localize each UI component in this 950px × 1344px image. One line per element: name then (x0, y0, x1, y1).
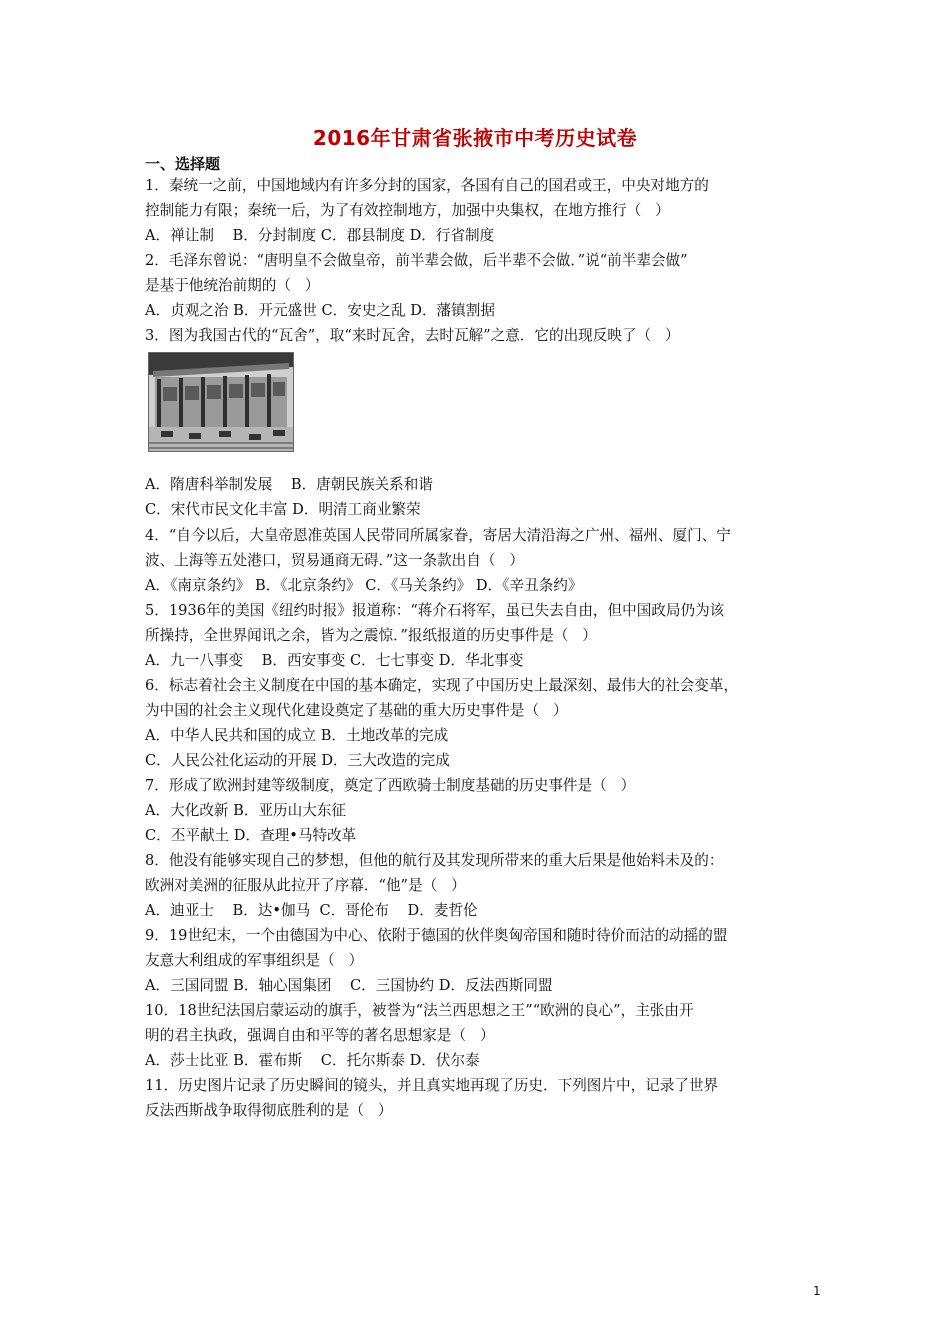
question-line: C．人民公社化运动的开展 D．三大改造的完成 (145, 752, 450, 769)
question-line: 为中国的社会主义现代化建设奠定了基础的重大历史事件是（ ） (145, 702, 568, 719)
question-line: A．莎士比亚 B．霍布斯 C．托尔斯泰 D．伏尔泰 (145, 1052, 480, 1069)
question-line: 7．形成了欧洲封建等级制度，奠定了西欧骑士制度基础的历史事件是（ ） (145, 777, 636, 794)
question-line: 5．1936年的美国《纽约时报》报道称：“蒋介石将军，虽已失去自由，但中国政局仍为该 (145, 602, 725, 619)
question-line: 10．18世纪法国启蒙运动的旗手，被誉为“法兰西思想之王”“欧洲的良心”，主张由开 (145, 1002, 694, 1019)
question-line: 9．19世纪末，一个由德国为中心、依附于德国的伙伴奥匈帝国和随时待价而沽的动摇的盟 (145, 927, 728, 944)
page-title: 2016年甘肃省张掖市中考历史试卷 (312, 126, 638, 150)
question-line: 8．他没有能够实现自己的梦想，但他的航行及其发现所带来的重大后果是他始料未及的： (145, 852, 724, 869)
question-line: A．隋唐科举制发展 B．唐朝民族关系和谐 (145, 476, 433, 493)
question-line: 波、上海等五处港口，贸易通商无碍．”这一条款出自（ ） (145, 552, 524, 569)
section-heading: 一、选择题 (145, 155, 221, 173)
question-line: A．三国同盟 B．轴心国集团 C．三国协约 D．反法西斯同盟 (145, 977, 553, 994)
question-line: 友意大利组成的军事组织是（ ） (145, 952, 364, 969)
question-line: 1．秦统一之前，中国地域内有许多分封的国家，各国有自己的国君或王，中央对地方的 (145, 177, 709, 194)
question-line: A．贞观之治 B．开元盛世 C．安史之乱 D．藩镇割据 (145, 302, 495, 319)
question-line: A．《南京条约》 B．《北京条约》 C．《马关条约》 D．《辛丑条约》 (145, 577, 583, 594)
question-line: A．大化改新 B．亚历山大东征 (145, 802, 347, 819)
question-line: 所操持，全世界闻讯之余，皆为之震惊．”报纸报道的历史事件是（ ） (145, 627, 597, 644)
question-line: A．禅让制 B．分封制度 C．郡县制度 D．行省制度 (145, 227, 495, 244)
question-line: 欧洲对美洲的征服从此拉开了序幕．“他”是（ ） (145, 877, 466, 894)
washe-illustration (148, 352, 294, 452)
question-line: C．宋代市民文化丰富 D．明清工商业繁荣 (145, 501, 421, 518)
question-line: 3．图为我国古代的“瓦舍”，取“来时瓦舍，去时瓦解”之意．它的出现反映了（ ） (145, 327, 680, 344)
question-line: 反法西斯战争取得彻底胜利的是（ ） (145, 1102, 393, 1119)
question-line: 6．标志着社会主义制度在中国的基本确定，实现了中国历史上最深刻、最伟大的社会变革， (145, 677, 739, 694)
question-line: 控制能力有限；秦统一后，为了有效控制地方，加强中央集权，在地方推行（ ） (145, 202, 670, 219)
question-line: A．迪亚士 B．达•伽马 C．哥伦布 D．麦哲伦 (145, 902, 478, 919)
question-line: 11．历史图片记录了历史瞬间的镜头，并且真实地再现了历史．下列图片中，记录了世界 (145, 1077, 719, 1094)
page-number: 1 (813, 1284, 821, 1298)
question-line: 是基于他统治前期的（ ） (145, 277, 320, 294)
question-line: 4．“自今以后，大皇帝恩准英国人民带同所属家眷，寄居大清沿海之广州、福州、厦门、宁 (145, 527, 731, 544)
question-line: A．九一八事变 B．西安事变 C．七七事变 D．华北事变 (145, 652, 524, 669)
question-line: C．丕平献土 D．查理•马特改革 (145, 827, 357, 844)
question-line: A．中华人民共和国的成立 B．土地改革的完成 (145, 727, 449, 744)
question-line: 明的君主执政，强调自由和平等的著名思想家是（ ） (145, 1027, 495, 1044)
question-line: 2．毛泽东曾说：“唐明皇不会做皇帝，前半辈会做，后半辈不会做．”说“前半辈会做” (145, 252, 688, 269)
